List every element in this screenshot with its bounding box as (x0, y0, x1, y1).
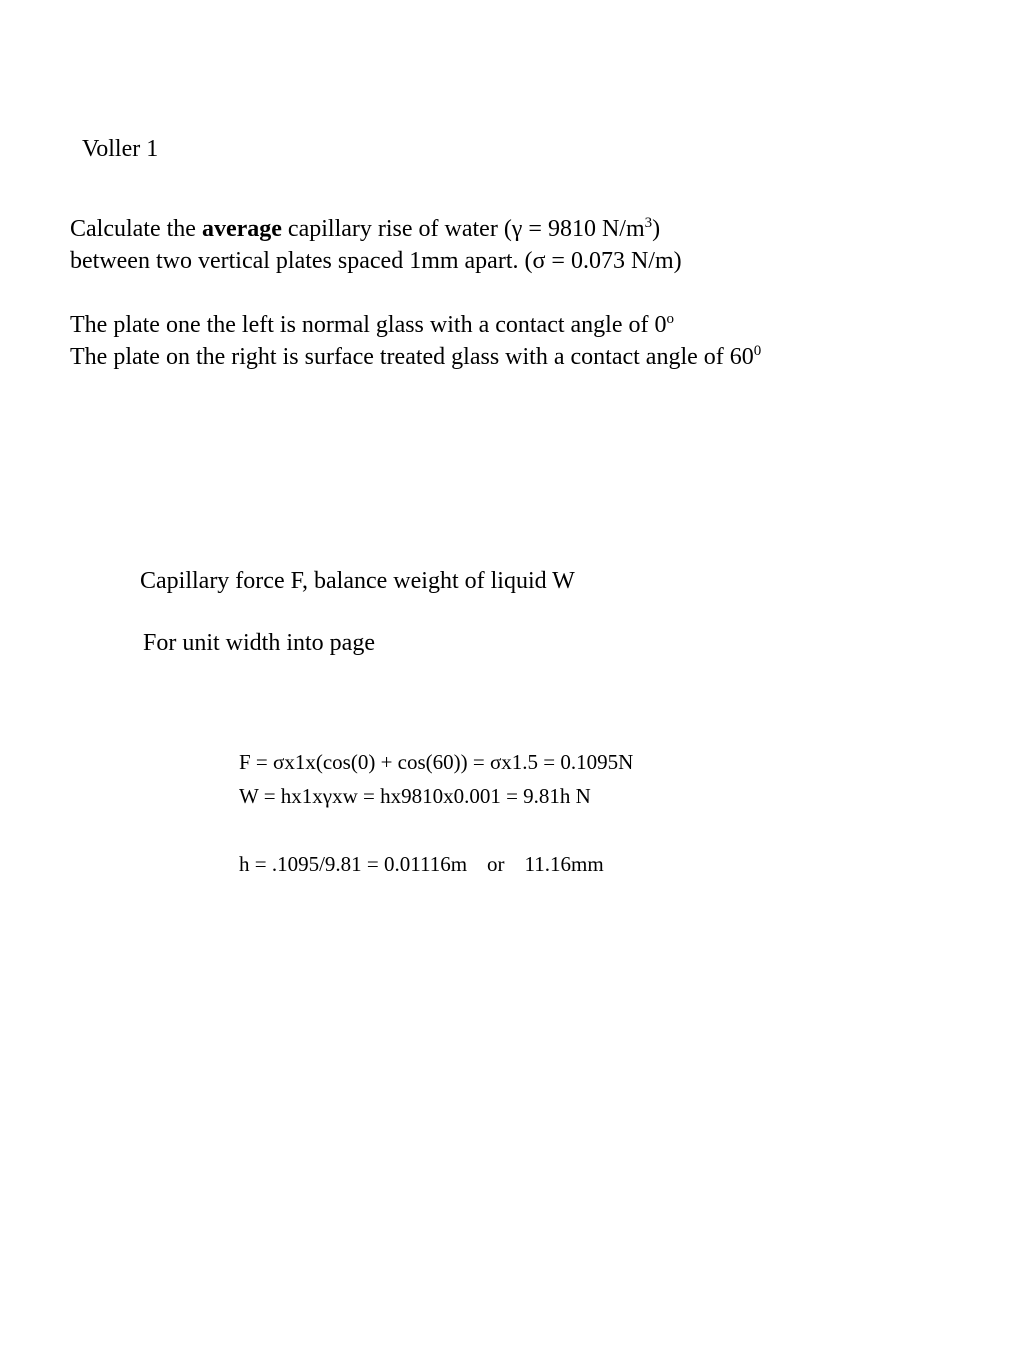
height-result-m: h = .1095/9.81 = 0.01116m (239, 852, 468, 876)
left-plate-degree: o (666, 311, 674, 327)
plates-description (70, 309, 761, 373)
average-keyword: average (201, 216, 282, 242)
or-word: or (487, 852, 505, 876)
left-plate-text: The plate one the left is normal glass with a contact angle of 0 (70, 312, 667, 338)
right-plate-text: The plate on the right is surface treated glass with a contact angle of 60 (70, 344, 754, 370)
force-equation: F = σx1x(cos(0) + cos(60)) = σx1.5 = 0.1095N (239, 750, 634, 774)
problem-line-1-prefix: Calculate the (70, 216, 202, 242)
problem-line-1-end: ) (652, 216, 661, 242)
problem-line-1 (70, 213, 682, 245)
problem-line-2: between two vertical plates spaced 1mm apart. (σ = 0.073 N/m) (70, 248, 682, 274)
right-plate-line (70, 341, 761, 373)
force-balance-statement: Capillary force F, balance weight of liquid W (140, 568, 575, 594)
weight-equation: W = hx1xγxw = hx9810x0.001 = 9.81h N (239, 784, 591, 808)
left-plate-line (70, 309, 761, 341)
problem-statement (70, 213, 682, 277)
height-equation (239, 847, 604, 881)
unit-width-note: For unit width into page (143, 630, 375, 656)
right-plate-degree: 0 (753, 343, 762, 359)
problem-line-1-suffix: capillary rise of water (γ = 9810 N/m (281, 216, 645, 242)
height-result-mm: 11.16mm (524, 852, 604, 876)
page-title: Voller 1 (82, 136, 159, 162)
cubed-superscript: 3 (644, 215, 653, 231)
